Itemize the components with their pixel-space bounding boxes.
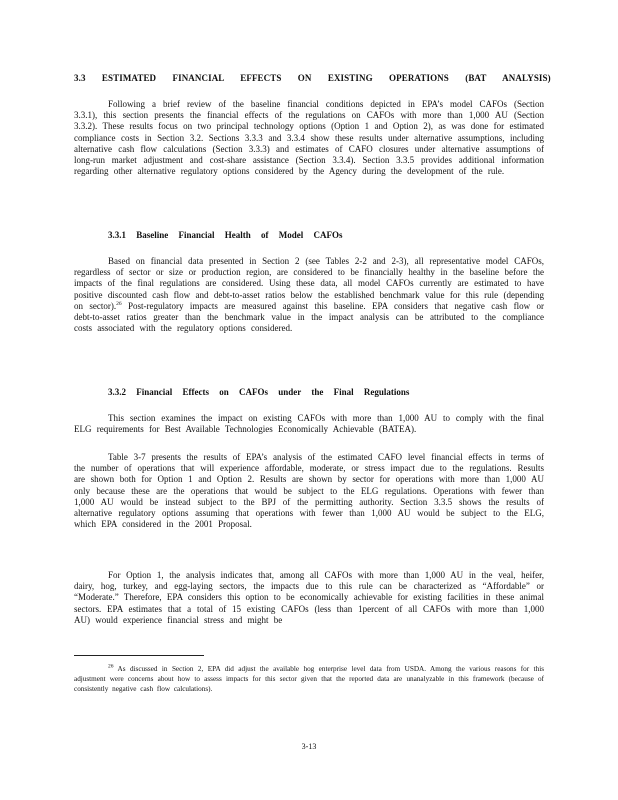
section-heading: 3.3 ESTIMATED FINANCIAL EFFECTS ON EXISTING OPERATIONS (BAT ANALYSIS): [74, 73, 551, 83]
subsection-heading-3-3-1: 3.3.1 Baseline Financial Health of Model CAFOs: [108, 230, 343, 240]
subsection-heading-3-3-2: 3.3.2 Financial Effects on CAFOs under the Final Regulations: [108, 387, 410, 397]
footnote-number: 26: [108, 663, 114, 670]
intro-paragraph: Following a brief review of the baseline financial conditions depicted in EPA’s model CAFOs (Section 3.3.1), this section presents the financial effects of the regulations on CAFOs with more than 1,000 AU (Section 3.3.2). These results focus on two principal technology options (Option 1 and Option 2), as was done for estimated compliance costs in Section 3.2. Sections 3.3.3 and 3.3.4 show these results under alternative assumptions, including alternative cash flow calculations (Section 3.3.3) and estimates of CAFO closures under alternative assumptions of long-run market adjustment and cost-share assistance (Section 3.3.4). Section 3.3.5 provides additional information regarding other alternative regulatory options considered by the Agency during the development of the rule.: [74, 99, 544, 177]
table-results-paragraph: Table 3-7 presents the results of EPA’s analysis of the estimated CAFO level financial effects in terms of the number of operations that will experience affordable, moderate, or stress impact due to the regulations. Results are shown both for Option 1 and Option 2. Results are shown by sector for operations with more than 1,000 AU only because these are the operations that would be subject to the ELG regulations. Operations with fewer than 1,000 AU would be instead subject to the BPJ of the permitting authority. Section 3.3.5 shows the results of alternative regulatory options assuming that operations with fewer than 1,000 AU would be subject to the ELG, which EPA considered in the 2001 Proposal.: [74, 452, 544, 530]
page-number: 3-13: [301, 742, 317, 751]
footnote-text: As discussed in Section 2, EPA did adjust the available hog enterprise level data from USDA. Among the various reasons for this adjustment were concerns about how to assess impacts for this sector given that the reported data are unanalyzable in this framework (because of consistently negative cash flow calculations).: [74, 665, 544, 693]
effects-intro-paragraph: This section examines the impact on existing CAFOs with more than 1,000 AU to comply with the final ELG requirements for Best Available Technologies Economically Achievable (BATEA).: [74, 413, 544, 435]
footnote: [74, 664, 544, 694]
footnote-divider: [74, 655, 204, 656]
baseline-paragraph: [74, 256, 544, 334]
baseline-text-part2: Post-regulatory impacts are measured against this baseline. EPA considers that negative cash flow or debt-to-asset ratios greater than the benchmark value in the impact analysis can be attributed to the compliance costs associated with the regulatory options considered.: [74, 300, 544, 334]
footnote-reference: 26: [116, 300, 122, 307]
option1-paragraph: For Option 1, the analysis indicates that, among all CAFOs with more than 1,000 AU in the veal, heifer, dairy, hog, turkey, and egg-laying sectors, the impacts due to this rule can be characterized as “Affordable” or “Moderate.” Therefore, EPA considers this option to be economically achievable for existing facilities in these animal sectors. EPA estimates that a total of 15 existing CAFOs (less than 1percent of all CAFOs with more than 1,000 AU) would experience financial stress and might be: [74, 570, 544, 625]
baseline-text-part1: Based on financial data presented in Section 2 (see Tables 2-2 and 2-3), all representative model CAFOs, regardless of sector or size or production region, are considered to be financially healthy in the baseline before the impacts of the final regulations are considered. Using these data, all model CAFOs currently are estimated to have positive discounted cash flow and debt-to-asset ratios below the established benchmark value for this rule (depending on sector).: [74, 256, 544, 311]
